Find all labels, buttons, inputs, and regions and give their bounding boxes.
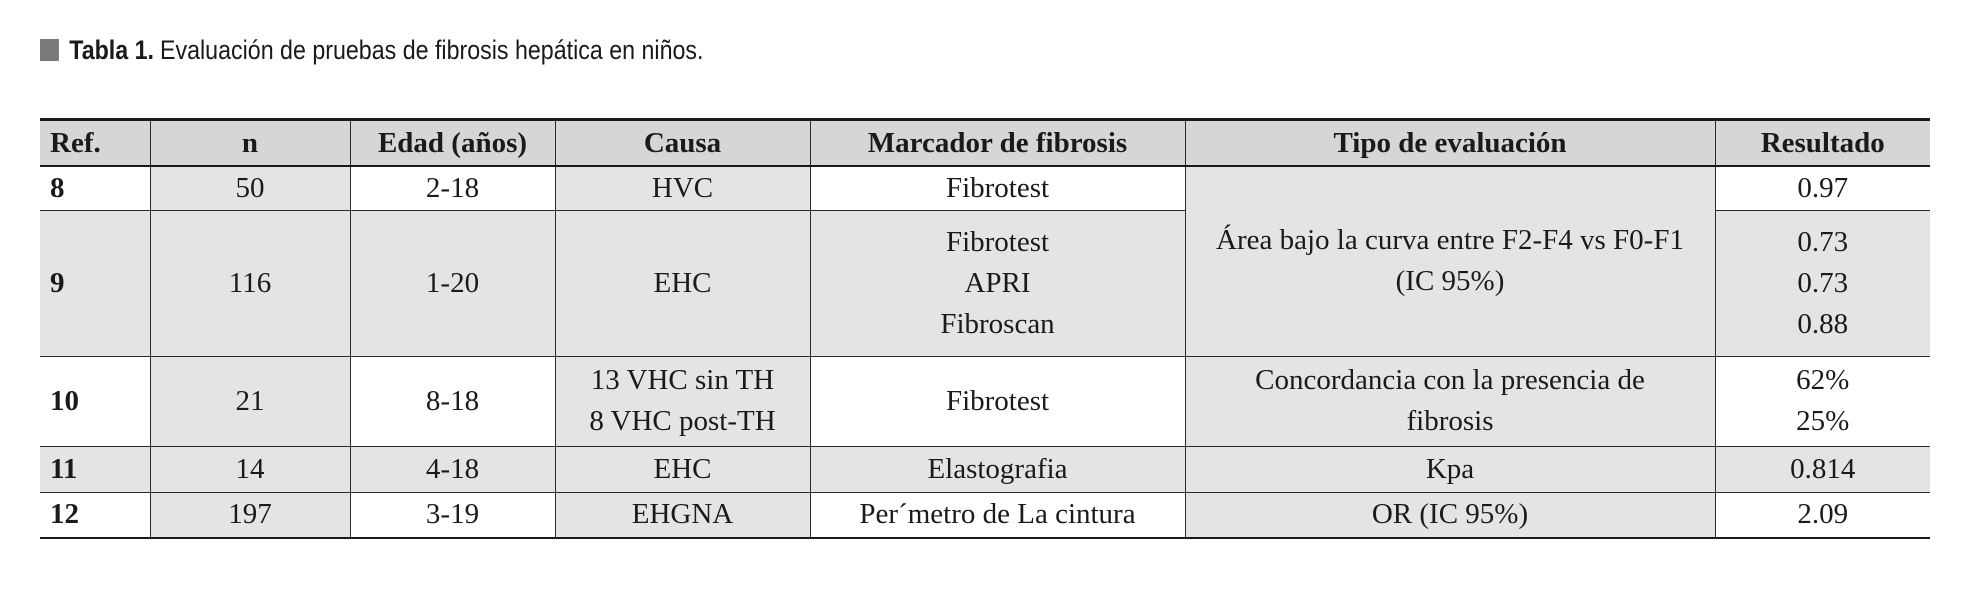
causa-line: EHGNA (631, 498, 734, 531)
resultado-line: 0.73 (1797, 266, 1849, 299)
cell-ref: 8 (40, 166, 150, 210)
cell-marcador (810, 446, 1185, 492)
cell-resultado (1715, 492, 1930, 538)
cell-tipo: Concordancia con la presencia de fibrosis (1185, 356, 1715, 446)
marcador-line: Per´metro de La cintura (859, 498, 1136, 531)
causa-line: EHC (653, 266, 712, 299)
causa-line: EHC (653, 452, 712, 485)
cell-n: 197 (150, 492, 350, 538)
table-caption (40, 32, 703, 68)
cell-marcador (810, 356, 1185, 446)
cell-marcador (810, 166, 1185, 210)
cell-n: 21 (150, 356, 350, 446)
resultado-line: 0.814 (1790, 452, 1856, 485)
cell-edad: 1-20 (350, 210, 555, 356)
cell-edad: 2-18 (350, 166, 555, 210)
cell-marcador (810, 492, 1185, 538)
marcador-line: Elastografia (927, 452, 1068, 485)
caption-square-icon (40, 39, 59, 61)
cell-resultado (1715, 210, 1930, 356)
cell-marcador (810, 210, 1185, 356)
causa-line: HVC (651, 171, 714, 204)
cell-ref: 12 (40, 492, 150, 538)
cell-tipo-merged: Área bajo la curva entre F2-F4 vs F0-F1 (IC 95%) (1185, 166, 1715, 356)
cell-tipo: OR (IC 95%) (1185, 492, 1715, 538)
marcador-line: APRI (964, 266, 1031, 299)
header-n: n (150, 120, 350, 167)
resultado-line: 0.88 (1797, 307, 1849, 340)
cell-tipo: Kpa (1185, 446, 1715, 492)
cell-causa (555, 210, 810, 356)
cell-causa (555, 356, 810, 446)
fibrosis-evaluation-table (40, 118, 1930, 539)
cell-n: 116 (150, 210, 350, 356)
caption-label: Tabla 1. (69, 34, 154, 65)
cell-causa (555, 492, 810, 538)
header-resultado: Resultado (1715, 120, 1930, 167)
marcador-line: Fibrotest (945, 171, 1050, 204)
cell-edad: 4-18 (350, 446, 555, 492)
header-causa: Causa (555, 120, 810, 167)
cell-n: 14 (150, 446, 350, 492)
marcador-line: Fibrotest (945, 225, 1050, 258)
table-row (40, 356, 1930, 446)
marcador-line: Fibroscan (940, 307, 1055, 340)
cell-resultado (1715, 446, 1930, 492)
cell-causa (555, 166, 810, 210)
resultado-line: 0.97 (1797, 171, 1849, 204)
table-row (40, 446, 1930, 492)
resultado-line: 2.09 (1797, 498, 1849, 531)
causa-line: 8 VHC post-TH (589, 405, 776, 437)
cell-edad: 3-19 (350, 492, 555, 538)
cell-resultado (1715, 166, 1930, 210)
header-ref: Ref. (40, 120, 150, 167)
cell-n: 50 (150, 166, 350, 210)
cell-ref: 10 (40, 356, 150, 446)
table-row (40, 492, 1930, 538)
table-header-row (40, 120, 1930, 167)
cell-resultado (1715, 356, 1930, 446)
header-marcador: Marcador de fibrosis (810, 120, 1185, 167)
table-row (40, 166, 1930, 210)
causa-line: 13 VHC sin TH (590, 364, 775, 396)
resultado-line: 62% (1796, 364, 1850, 396)
header-tipo: Tipo de evaluación (1185, 120, 1715, 167)
marcador-line: Fibrotest (945, 384, 1050, 417)
cell-ref: 11 (40, 446, 150, 492)
header-edad: Edad (años) (350, 120, 555, 167)
cell-ref: 9 (40, 210, 150, 356)
caption-text: Evaluación de pruebas de fibrosis hepática en niños. (160, 34, 704, 65)
resultado-line: 25% (1796, 405, 1850, 437)
cell-edad: 8-18 (350, 356, 555, 446)
resultado-line: 0.73 (1797, 225, 1849, 258)
cell-causa (555, 446, 810, 492)
